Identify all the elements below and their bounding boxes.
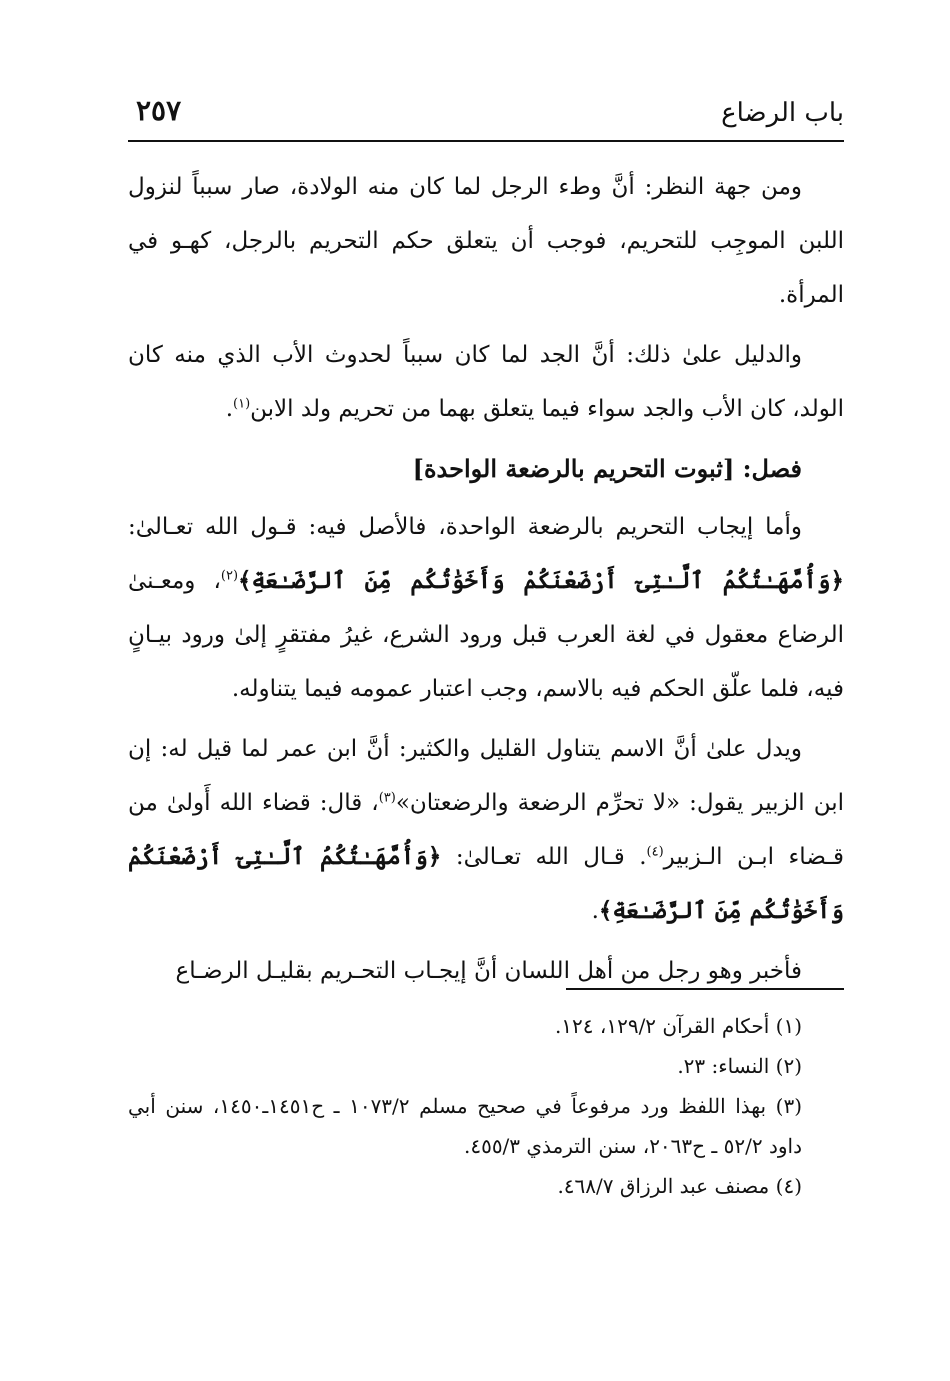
footnotes	[128, 1006, 844, 1206]
footnote: (٤) مصنف عبد الرزاق ٤٦٨/٧.	[557, 1174, 802, 1198]
quran-verse: ﴿وَأُمَّهَـٰتُكُمُ ٱلَّـٰتِىٓ أَرْضَعْنَكُمْ وَأَخَوَٰتُكُم مِّنَ ٱلرَّضَـٰعَةِ﴾	[238, 567, 844, 594]
footnote: (٢) النساء: ٢٣.	[677, 1054, 802, 1078]
main-text	[128, 160, 844, 1004]
paragraph-text: وأما إيجاب التحريم بالرضعة الواحدة، فالأصل فيه: قـول الله تعـالىٰ:	[128, 514, 802, 540]
chapter-title: باب الرضاع	[721, 98, 844, 128]
footnote-ref: (٣)	[378, 790, 396, 806]
footnote-divider	[566, 988, 844, 990]
paragraph	[128, 722, 844, 938]
paragraph	[128, 328, 844, 436]
footnote: (١) أحكام القرآن ١٢٩/٢، ١٢٤.	[554, 1014, 802, 1038]
footnote-ref: (١)	[233, 396, 251, 412]
running-header	[128, 88, 844, 140]
header-divider	[128, 140, 844, 142]
page-number: ٢٥٧	[136, 94, 182, 127]
footnote-ref: (٤)	[646, 844, 664, 860]
paragraph	[128, 500, 844, 716]
paragraph-text: والدليل علىٰ ذلك: أنَّ الجد لما كان سبباً لحدوث الأب الذي منه كان الولد، كان الأب والجد سواء فيما يتعلق بهما من تحريم ولد الابن	[128, 342, 844, 422]
quran-verse: ﴿وَأُمَّهَـٰتُكُمُ ٱلَّـٰتِىٓ أَرْضَعْنَكُمْ وَأَخَوَٰتُكُم مِّنَ ٱلرَّضَـٰعَةِ﴾	[128, 843, 844, 924]
paragraph-end: .	[591, 898, 599, 924]
footnote-ref: (٢)	[220, 568, 239, 584]
paragraph: فأخبر وهو رجل من أهل اللسان أنَّ إيجـاب التحـريم بقليـل الرضـاع	[175, 958, 802, 984]
paragraph-end: .	[225, 396, 233, 422]
paragraph-text: ، ومعـنىٰ الرضاع معقول في لغة العرب قبل ورود الشرع، غيرُ مفتقرٍ إلىٰ ورود بيـانٍ فيه، فلما علّق الحكم فيه بالاسم، وجب اعتبار عمومه فيما يتناوله.	[128, 568, 844, 702]
paragraph-text: ويدل علىٰ أنَّ الاسم يتناول القليل والكثير: أنَّ ابن عمر لما قيل له: إن ابن الزبير يقول: «لا تحرِّم الرضعة والرضعتان»	[128, 736, 844, 816]
section-heading: فصل: [ثبوت التحريم بالرضعة الواحدة]	[412, 454, 802, 483]
paragraph-text: ، قال: قضاء الله أَولىٰ من قـضاء ابـن الـزبير	[128, 790, 844, 870]
paragraph-text: . قـال الله تعـالىٰ:	[455, 844, 647, 870]
footnote: (٣) بهذا اللفظ ورد مرفوعاً في صحيح مسلم ١٠٧٣/٢ ـ ح١٤٥١ـ١٤٥٠، سنن أبي داود ٥٢/٢ ـ ح٢٠٦٣، سنن الترمذي ٤٥٥/٣.	[128, 1094, 803, 1158]
paragraph: ومن جهة النظر: أنَّ وطء الرجل لما كان منه الولادة، صار سبباً لنزول اللبن الموجِب للتحريم، فوجب أن يتعلق حكم التحريم بالرجل، كهـو في المرأة.	[128, 174, 844, 308]
